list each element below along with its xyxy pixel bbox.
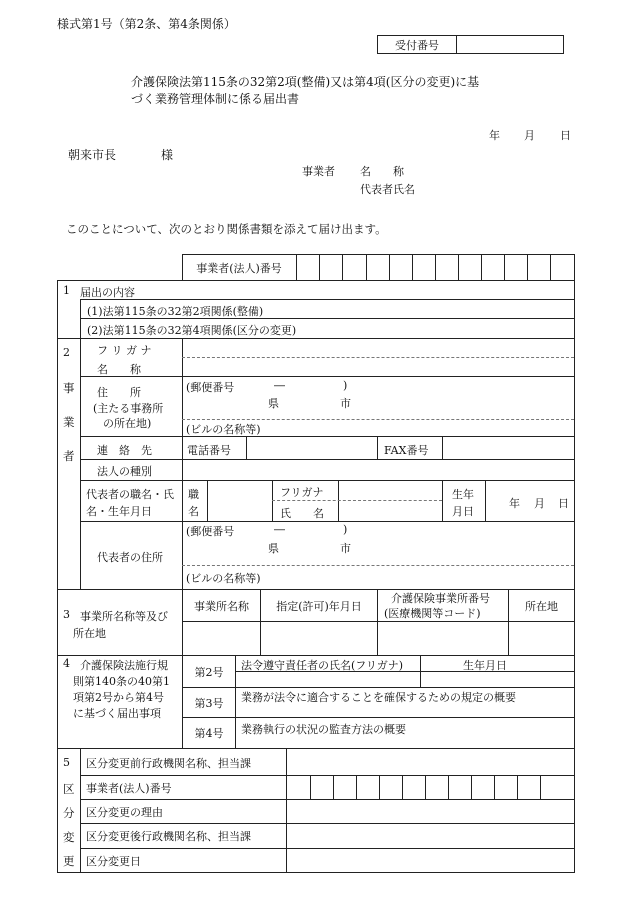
rep-building-label: (ビルの名称等) <box>186 572 261 585</box>
section3-number: 3 <box>63 608 70 621</box>
col-location: 所在地 <box>525 599 558 613</box>
applicant-label: 事業者 <box>302 165 335 178</box>
rep-pref-label: 県 <box>268 542 279 555</box>
address-label-2: (主たる事務所 <box>93 402 164 415</box>
section1-number: 1 <box>63 284 70 297</box>
birth-month: 月 <box>534 497 545 510</box>
addressee-name: 朝来市長 <box>68 148 117 162</box>
section3-title-1: 事業所名称等及び <box>80 610 168 623</box>
contact-label: 連 絡 先 <box>97 444 152 457</box>
section1-title: 届出の内容 <box>80 286 135 299</box>
rep-name-label: 氏 名 <box>280 507 324 520</box>
section2-vertical-2: 業 <box>63 415 75 429</box>
rep-title-label-1: 代表者の職名・氏 <box>86 488 174 501</box>
furigana-label: フ リ ガ ナ <box>97 344 152 357</box>
corp-type-field[interactable] <box>184 461 572 479</box>
rep-address-label: 代表者の住所 <box>97 551 163 564</box>
section5-row-3: 区分変更の理由 <box>86 806 163 819</box>
receipt-number-field[interactable] <box>457 36 563 53</box>
rep-title-label-2: 名・生年月日 <box>86 505 152 518</box>
company-name-field[interactable] <box>184 340 572 374</box>
section5-vertical-2: 分 <box>63 806 75 820</box>
city-label: 市 <box>340 397 351 410</box>
no3-label: 第3号 <box>194 696 224 710</box>
date-month: 月 <box>524 129 535 142</box>
phone-field[interactable] <box>248 438 376 458</box>
section2-number: 2 <box>63 346 70 359</box>
postal-close: ) <box>343 379 348 392</box>
section1-item-2[interactable]: (2)法第115条の32第4項関係(区分の変更) <box>87 324 297 337</box>
birth-label-2: 月日 <box>452 505 474 518</box>
title-line-2: づく業務管理体制に係る届出書 <box>131 92 300 106</box>
corp-number-label: 事業者(法人)番号 <box>196 261 282 275</box>
no2-label: 第2号 <box>194 665 224 679</box>
applicant-rep-label: 代表者氏名 <box>360 183 415 196</box>
job-label-1: 職 <box>188 488 199 501</box>
section4-number: 4 <box>63 657 70 670</box>
col-office-name: 事業所名称 <box>194 599 249 613</box>
section5-row-2: 事業者(法人)番号 <box>86 782 172 795</box>
section1-item-1[interactable]: (1)法第115条の32第2項関係(整備) <box>87 305 264 318</box>
section5-row-1: 区分変更前行政機関名称、担当課 <box>86 757 251 770</box>
date-year: 年 <box>489 129 500 142</box>
col-medical-code: (医療機関等コード) <box>384 607 481 620</box>
receipt-box <box>377 35 564 54</box>
postal-dash: ― <box>274 379 285 392</box>
intro-text: このことについて、次のとおり関係書類を添えて届け出ます。 <box>66 222 387 236</box>
section4-title-4: に基づく届出事項 <box>73 707 161 720</box>
pref-label: 県 <box>268 397 279 410</box>
fax-field[interactable] <box>444 438 572 458</box>
address-label-3: の所在地) <box>103 417 152 430</box>
section5-vertical-1: 区 <box>63 782 75 796</box>
section4-title-3: 項第2号から第4号 <box>73 691 164 704</box>
no4-text: 業務執行の状況の監査方法の概要 <box>241 723 406 736</box>
title-line-1: 介護保険法第115条の32第2項(整備)又は第4項(区分の変更)に基 <box>131 75 480 89</box>
section5-vertical-3: 変 <box>63 830 75 844</box>
birth-year: 年 <box>509 497 520 510</box>
section5-row-5: 区分変更日 <box>86 855 141 868</box>
section4-title-2: 則第140条の40第1 <box>73 675 170 688</box>
rep-furigana-label: フリガナ <box>280 486 324 499</box>
col-designation-date: 指定(許可)年月日 <box>276 599 362 613</box>
no2-birth-label: 生年月日 <box>463 659 507 672</box>
corp-type-label: 法人の種別 <box>97 465 152 478</box>
date-day: 日 <box>560 129 571 142</box>
form-label: 様式第1号（第2条、第4条関係） <box>57 17 236 31</box>
rep-postal-dash: ― <box>274 523 285 536</box>
address-label-1: 住 所 <box>97 386 141 399</box>
birth-day: 日 <box>558 497 569 510</box>
rep-postal-label: (郵便番号 <box>186 525 235 538</box>
col-office-number: 介護保険事業所番号 <box>391 592 490 605</box>
fax-label: FAX番号 <box>384 444 429 457</box>
phone-label: 電話番号 <box>187 444 231 457</box>
section2-vertical-1: 事 <box>63 381 75 395</box>
postal-label: (郵便番号 <box>186 381 235 394</box>
receipt-label: 受付番号 <box>378 36 457 53</box>
job-label-2: 名 <box>188 505 199 518</box>
rep-city-label: 市 <box>340 542 351 555</box>
company-name-label: 名 称 <box>97 363 141 376</box>
addressee-honorific: 様 <box>161 148 174 162</box>
birth-label-1: 生年 <box>452 488 474 501</box>
section4-title-1: 介護保険法施行規 <box>80 659 168 672</box>
rep-postal-close: ) <box>343 523 348 536</box>
building-label: (ビルの名称等) <box>186 423 261 436</box>
no3-text: 業務が法令に適合することを確保するための規定の概要 <box>241 691 516 704</box>
no2-name-label: 法令遵守責任者の氏名(フリガナ) <box>241 659 404 672</box>
section3-title-2: 所在地 <box>73 627 106 640</box>
section5-row-4: 区分変更後行政機関名称、担当課 <box>86 830 251 843</box>
section2-vertical-3: 者 <box>63 449 75 463</box>
no4-label: 第4号 <box>194 727 224 740</box>
applicant-name-label: 名 称 <box>360 165 404 178</box>
section5-number: 5 <box>63 756 70 769</box>
section5-vertical-4: 更 <box>63 854 75 868</box>
